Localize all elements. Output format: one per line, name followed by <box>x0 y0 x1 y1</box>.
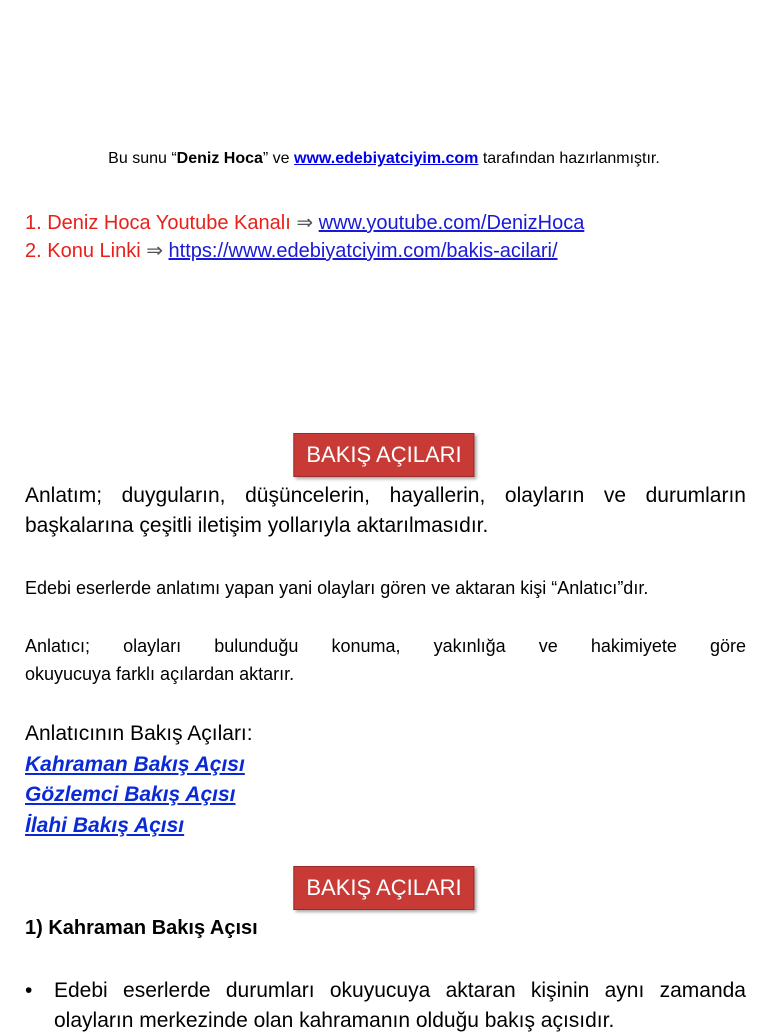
slide-title-2: BAKIŞ AÇILARI <box>293 866 474 910</box>
narrator-angles-paragraph <box>25 632 746 688</box>
angle-link-gozlemci[interactable]: Gözlemci Bakış Açısı <box>25 783 236 806</box>
bullet-item <box>25 976 746 1036</box>
slide-title-1: BAKIŞ AÇILARI <box>293 433 474 477</box>
credit-prefix: Bu sunu “ <box>108 150 177 167</box>
angle-link-kahraman[interactable]: Kahraman Bakış Açısı <box>25 752 245 776</box>
reference-label: 1. Deniz Hoca Youtube Kanalı <box>25 212 297 234</box>
site-link[interactable]: www.edebiyatciyim.com <box>294 150 479 167</box>
definition-paragraph: Anlatım; duyguların, düşüncelerin, hayallerin, olayların ve durumların başkalarına çeşitli iletişim yollarıyla aktarılmasıdır. <box>25 484 746 537</box>
right-arrow-icon: ⇒ <box>146 240 163 262</box>
reference-list <box>25 209 584 265</box>
reference-label: 2. Konu Linki <box>25 240 147 262</box>
credit-suffix: tarafından hazırlanmıştır. <box>478 150 660 167</box>
youtube-link[interactable]: www.youtube.com/DenizHoca <box>318 212 585 234</box>
angles-heading: Anlatıcının Bakış Açıları: <box>25 722 253 745</box>
topic-link[interactable]: https://www.edebiyatciyim.com/bakis-acilari/ <box>168 240 558 262</box>
narrator-paragraph: Edebi eserlerde anlatımı yapan yani olayları gören ve aktaran kişi “Anlatıcı”dır. <box>25 578 649 598</box>
credit-line <box>0 148 768 170</box>
angle-link-ilahi[interactable]: İlahi Bakış Açısı <box>25 813 185 837</box>
credit-middle: ” ve <box>262 150 295 167</box>
section-heading: 1) Kahraman Bakış Açısı <box>25 917 258 939</box>
angles-list <box>25 719 253 841</box>
reference-item-topic <box>25 237 584 265</box>
paragraph-line: okuyucuya farklı açılardan aktarır. <box>25 664 295 684</box>
credit-author: Deniz Hoca <box>176 150 263 167</box>
right-arrow-icon: ⇒ <box>296 212 314 234</box>
bullet-text: Edebi eserlerde durumları okuyucuya aktaran kişinin aynı zamanda olayların merkezinde olan kahramanın olduğu bakış açısıdır. <box>54 979 746 1032</box>
reference-item-youtube <box>25 209 584 237</box>
bullet-dot-icon: • <box>25 979 33 1002</box>
paragraph-line: Anlatıcı; olayları bulunduğu konuma, yakınlığa ve hakimiyete göre <box>25 636 746 656</box>
